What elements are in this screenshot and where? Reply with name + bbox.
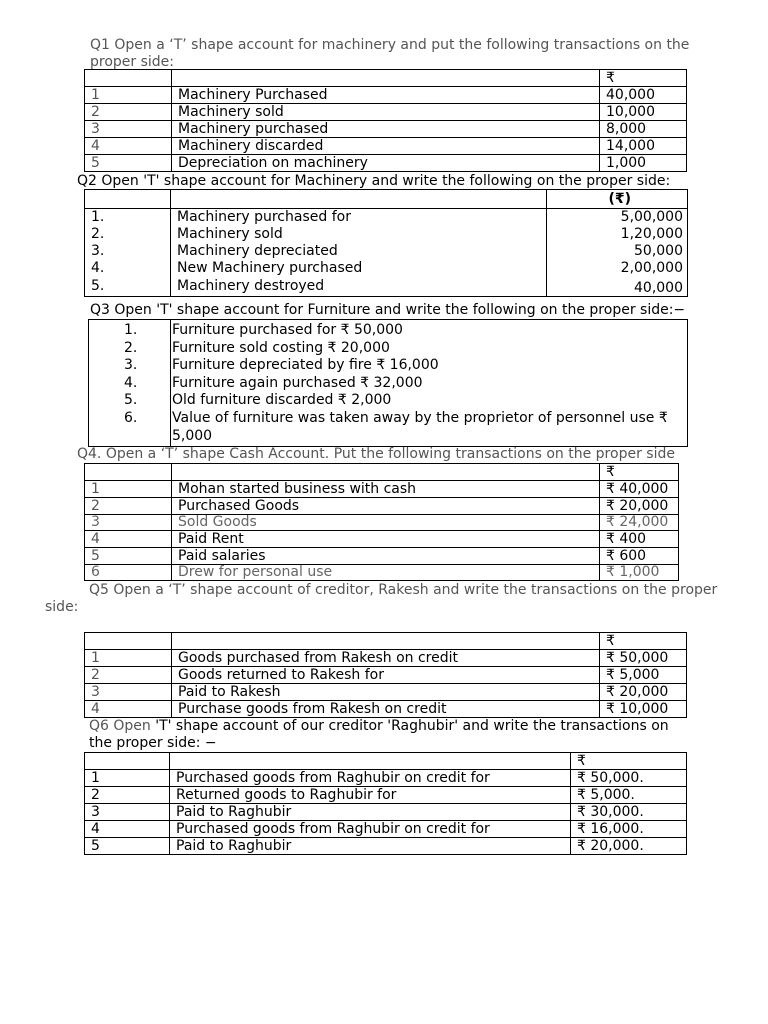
list-item-continuation: 5,000 (172, 427, 213, 444)
table-row: 2 Returned goods to Raghubir for ₹ 5,000. (85, 787, 687, 804)
table-row: 1 Purchased goods from Raghubir on credit for ₹ 50,000. (85, 770, 687, 787)
list-item: Furniture sold costing ₹ 20,000 (172, 339, 390, 356)
q2-currency-header: (₹) (547, 190, 688, 209)
list-item-number: 3. (124, 357, 138, 374)
q4-title: Q4. Open a ‘T’ shape Cash Account. Put the following transactions on the proper side (77, 446, 675, 462)
table-row: 3 Paid to Rakesh ₹ 20,000 (85, 684, 687, 701)
q2-title: Q2 Open 'T' shape account for Machinery and write the following on the proper side: (77, 173, 671, 189)
table-row: 3 Machinery purchased 8,000 (85, 121, 687, 138)
table-row: 4 Machinery discarded 14,000 (85, 138, 687, 155)
table-row: 4. New Machinery purchased 2,00,000 (85, 260, 688, 277)
table-row: 1 Machinery Purchased 40,000 (85, 87, 687, 104)
q6-title-line2: the proper side: − (89, 735, 217, 751)
table-row: 3 Paid to Raghubir ₹ 30,000. (85, 804, 687, 821)
table-row: 4 Paid Rent ₹ 400 (85, 531, 679, 548)
q4-table (84, 463, 679, 581)
table-row: 5 Paid salaries ₹ 600 (85, 548, 679, 565)
q3-box (88, 319, 688, 447)
table-row: 4 Purchase goods from Rakesh on credit ₹ 10,000 (85, 701, 687, 718)
table-row: 3 Sold Goods ₹ 24,000 (85, 515, 679, 531)
table-row: 3. Machinery depreciated 50,000 (85, 243, 688, 260)
q1-title-line1: Q1 Open a ‘T’ shape account for machinery and put the following transactions on the (90, 37, 690, 53)
q6-title-line1: Q6 Open 'T' shape account of our creditor 'Raghubir' and write the transactions on (89, 718, 669, 734)
q5-currency-header: ₹ (600, 633, 687, 650)
table-row: 2. Machinery sold 1,20,000 (85, 226, 688, 243)
table-row: 2 Machinery sold 10,000 (85, 104, 687, 121)
q5-title-line2: side: (45, 599, 79, 615)
q6-table (84, 752, 687, 855)
list-item-number: 2. (124, 339, 138, 356)
q5-table (84, 632, 687, 718)
table-row: 1. Machinery purchased for 5,00,000 (85, 209, 688, 226)
q1-currency-header: ₹ (600, 70, 687, 87)
q6-currency-header: ₹ (571, 753, 687, 770)
list-item-number: 4. (124, 374, 138, 391)
q1-title-line2: proper side: (90, 54, 175, 70)
list-item-number: 5. (124, 392, 138, 409)
list-item-number: 6. (124, 409, 138, 426)
q4-currency-header: ₹ (600, 464, 679, 481)
list-item: Furniture again purchased ₹ 32,000 (172, 374, 423, 391)
q5-title-line1: Q5 Open a ‘T’ shape account of creditor, Rakesh and write the transactions on the proper (89, 582, 718, 598)
table-row: 1 Goods purchased from Rakesh on credit ₹ 50,000 (85, 650, 687, 667)
q3-title: Q3 Open 'T' shape account for Furniture and write the following on the proper side:− (90, 302, 686, 318)
table-row: 2 Purchased Goods ₹ 20,000 (85, 498, 679, 515)
table-row: 4 Purchased goods from Raghubir on credit for ₹ 16,000. (85, 821, 687, 838)
list-item: Old furniture discarded ₹ 2,000 (172, 392, 392, 409)
list-item-number: 1. (124, 322, 138, 338)
table-row: 5 Paid to Raghubir ₹ 20,000. (85, 838, 687, 855)
table-row: 6 Drew for personal use ₹ 1,000 (85, 565, 679, 581)
q2-table (84, 189, 688, 297)
list-item: Value of furniture was taken away by the proprietor of personnel use ₹ (172, 409, 668, 426)
table-row: 1 Mohan started business with cash ₹ 40,000 (85, 481, 679, 498)
list-item: Furniture depreciated by fire ₹ 16,000 (172, 357, 439, 374)
table-row: 5 Depreciation on machinery 1,000 (85, 155, 687, 172)
table-row: 2 Goods returned to Rakesh for ₹ 5,000 (85, 667, 687, 684)
q3-divider (170, 320, 171, 446)
table-row: 5. Machinery destroyed 40,000 (85, 277, 688, 297)
q1-table (84, 69, 687, 172)
list-item: Furniture purchased for ₹ 50,000 (172, 322, 403, 338)
